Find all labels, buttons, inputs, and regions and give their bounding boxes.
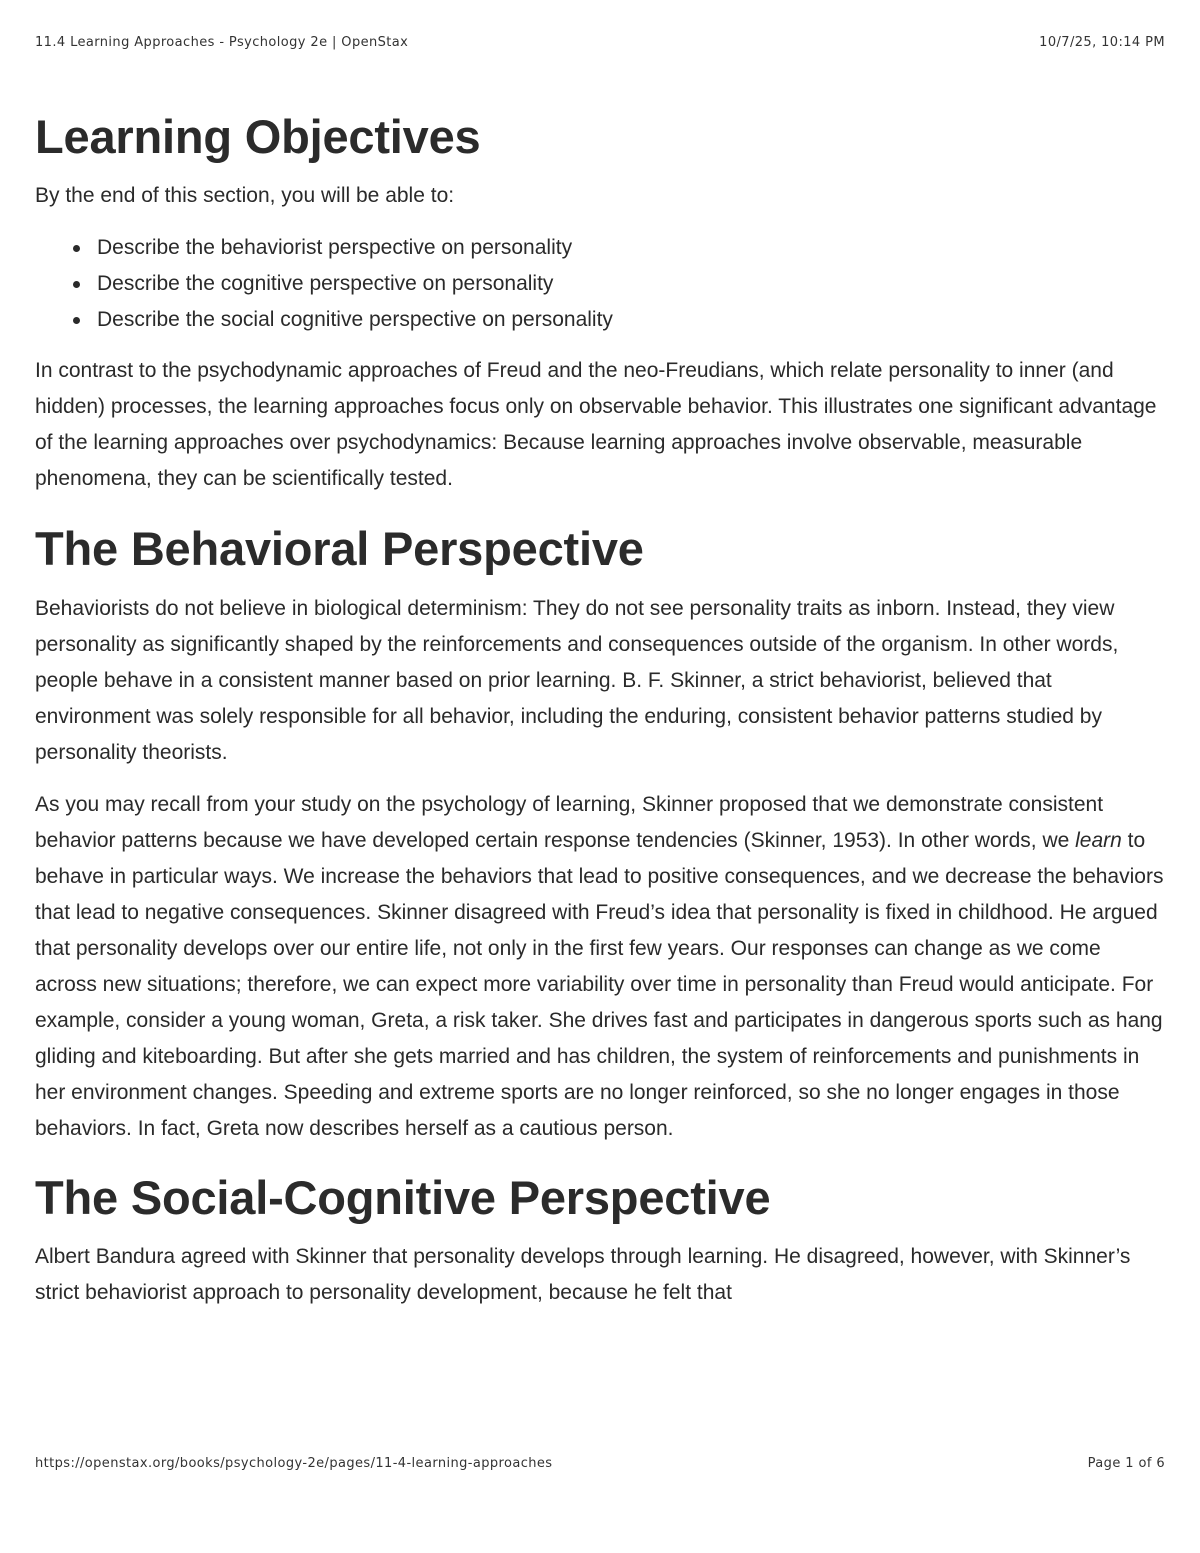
learning-objectives-heading: Learning Objectives [35,110,481,163]
objective-text: Describe the behaviorist perspective on personality [97,236,573,259]
footer-url: https://openstax.org/books/psychology-2e/pages/11-4-learning-approaches [35,1456,553,1471]
behavioral-paragraph-2 [35,787,1167,1147]
list-item [35,230,1167,266]
social-cognitive-heading: The Social-Cognitive Perspective [35,1171,771,1224]
social-cognitive-paragraph-1: Albert Bandura agreed with Skinner that personality develops through learning. He disagreed, however, with Skinner’s strict behaviorist approach to personality development, because he felt that [35,1245,1131,1304]
print-header-datetime: 10/7/25, 10:14 PM [1039,35,1165,50]
behavioral-paragraph-2-end: to behave in particular ways. We increase the behaviors that lead to positive consequences, and we decrease the behaviors that lead to negative consequences. Skinner disagreed with Freud’s idea that personality is fixed in childhood. He argued that personality develops over our entire life, not only in the first few years. Our responses can change as we come across new situations; therefore, we can expect more variability over time in personality than Freud would anticipate. For example, consider a young woman, Greta, a risk taker. She drives fast and participates in dangerous sports such as hang gliding and kiteboarding. But after she gets married and has children, the system of reinforcements and punishments in her environment changes. Speeding and extreme sports are no longer reinforced, so she no longer engages in those behaviors. In fact, Greta now describes herself as a cautious person. [35,829,1164,1140]
page-number: Page 1 of 6 [1087,1456,1165,1471]
behavioral-paragraph-2-start: As you may recall from your study on the psychology of learning, Skinner proposed that we demonstrate consistent behavior patterns because we have developed certain response tendencies (Skinner, 1953). In other words, we [35,793,1104,852]
list-item [35,266,1167,302]
behavioral-paragraph-1: Behaviorists do not believe in biological determinism: They do not see personality traits as inborn. Instead, they view personality as significantly shaped by the reinforcements and consequences outside of the organism. In other words, people behave in a consistent manner based on prior learning. B. F. Skinner, a strict behaviorist, believed that environment was solely responsible for all behavior, including the enduring, consistent behavior patterns studied by personality theorists. [35,597,1119,764]
print-header-title: 11.4 Learning Approaches - Psychology 2e | OpenStax [35,35,409,50]
objectives-intro: By the end of this section, you will be able to: [35,184,455,207]
page-content [35,108,1167,1311]
print-footer [35,1456,1165,1471]
intro-paragraph: In contrast to the psychodynamic approaches of Freud and the neo-Freudians, which relate personality to inner (and hidden) processes, the learning approaches focus only on observable behavior. This illustrates one significant advantage of the learning approaches over psychodynamics: Because learning approaches involve observable, measurable phenomena, they can be scientifically tested. [35,359,1157,490]
objectives-list [35,230,1167,338]
emphasis-learn: learn [1075,829,1122,852]
behavioral-perspective-heading: The Behavioral Perspective [35,522,644,575]
objective-text: Describe the social cognitive perspective on personality [97,308,613,331]
bullet-icon [73,317,80,324]
print-header [35,35,1165,50]
bullet-icon [73,245,80,252]
list-item [35,302,1167,338]
bullet-icon [73,281,80,288]
objective-text: Describe the cognitive perspective on personality [97,272,554,295]
